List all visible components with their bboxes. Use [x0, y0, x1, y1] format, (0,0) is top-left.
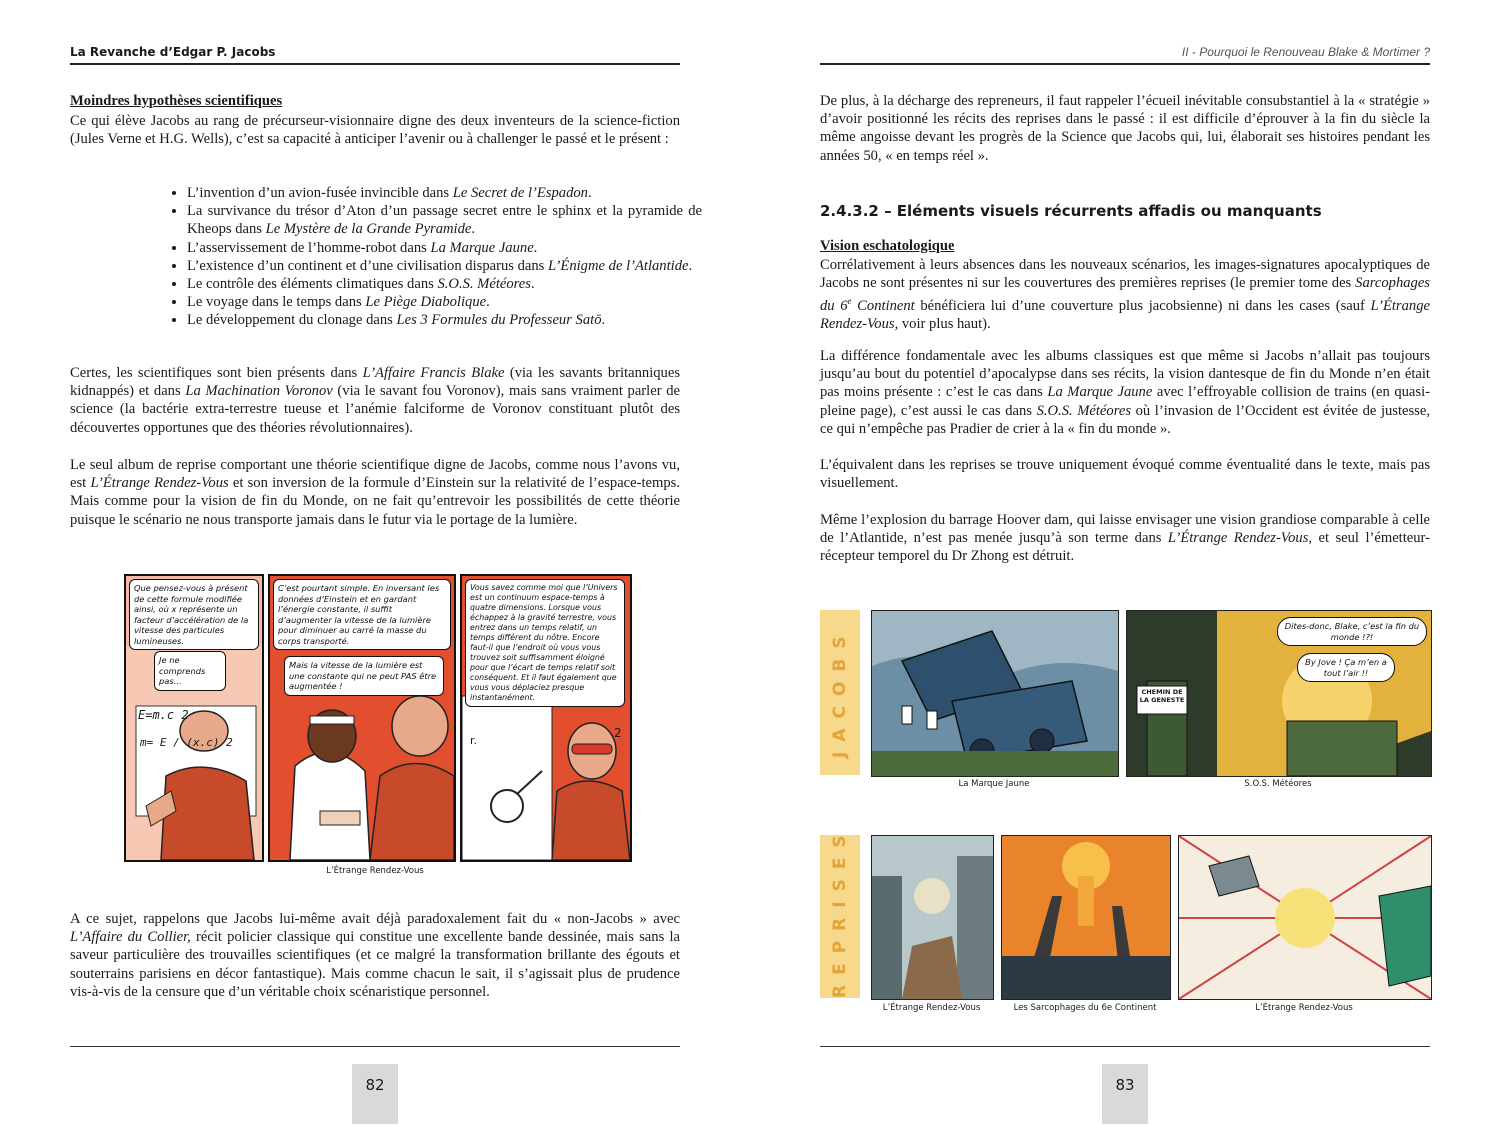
la-marque-jaune-image	[871, 610, 1119, 777]
road-sign-text: CHEMIN DE LA GENESTE	[1139, 688, 1185, 704]
section-heading-hypotheses: Moindres hypothèses scientifiques	[70, 93, 283, 109]
explosion-debris-drawing	[1179, 836, 1431, 999]
comic-panel-3	[460, 574, 632, 862]
speech-bubble: Vous savez comme moi que l’Univers est un continuum espace-temps à quatre dimensions. Lorsque vous échappez à la gravité terrestre, vous entrez dans un temps relatif, un temps différent du nôtre. Encore faut-il que l’endroit où vous vous trouvez soit suffisamment éloigné pour que l’écart de temps relatif soit conséquent. Et il faut également que vous vous déplaciez presque instantanément.	[465, 579, 625, 707]
bullet-list	[165, 184, 702, 330]
sarcophages-image	[1001, 835, 1171, 1000]
page-number: 83	[1102, 1064, 1148, 1124]
board-mark: r.	[470, 734, 478, 747]
board-number: 2	[614, 726, 622, 740]
speech-bubble: By Jove ! Ça m’en a tout l’air !!	[1297, 653, 1395, 682]
paragraph-equivalent: L’équivalent dans les reprises se trouve uniquement évoqué comme éventualité dans le texte, mais pas visuellement.	[820, 457, 1430, 492]
etrange-rendez-vous-image-1	[871, 835, 994, 1000]
nuclear-explosion-drawing	[1002, 836, 1170, 999]
left-page	[70, 0, 702, 1125]
reprises-label: REPRISES	[820, 835, 860, 998]
right-page	[820, 0, 1430, 1125]
footer-rule	[820, 1046, 1430, 1047]
ruined-city-drawing	[872, 836, 993, 999]
speech-bubble: C’est pourtant simple. En inversant les données d’Einstein et en gardant l’énergie constante, il suffit d’augmenter la vitesse de la lumière pour diminuer au carré la masse du corps transporté.	[273, 579, 451, 650]
paragraph-correlation: Corrélativement à leurs absences dans les nouveaux scénarios, les images-signatures apocalyptiques de Jacobs ne sont présentes ni sur les couvertures des premières reprises (le premier tome des Sarcophages du 6e Continent bénéficiera lui d’une couverture plus jacobsienne) ni dans les cases (sauf L’Étrange Rendez-Vous, voir plus haut).	[820, 257, 1430, 333]
jacobs-label: JACOBS	[820, 610, 860, 775]
caption-marque-jaune: La Marque Jaune	[958, 779, 1030, 789]
train-collision-drawing	[872, 611, 1118, 776]
paragraph-hoover: Même l’explosion du barrage Hoover dam, qui laisse envisager une vision grandiose comparable à celle de l’Atlantide, n’est pas menée jusqu’à son terme dans L’Étrange Rendez-Vous, et seul l’émetteur-récepteur temporel du Dr Zhong est détruit.	[820, 512, 1430, 565]
paragraph-theory: Le seul album de reprise comportant une théorie scientifique digne de Jacobs, comme nous l’avons vu, est L’Étrange Rendez-Vous et son inversion de la formule d’Einstein sur la relativité de l’espace-temps. Mais comme pour la vision de fin du Monde, on ne fait qu’entrevoir les possibilités de cette théorie puisque le scénario ne nous transporte jamais dans le futur via le portage de la lumière.	[70, 457, 680, 528]
subheading-vision: Vision eschatologique	[820, 238, 955, 254]
paragraph-repreneurs: De plus, à la décharge des repreneurs, il faut rappeler l’écueil inévitable consubstantiel à la « stratégie » d’avoir positionné les récits des reprises dans le passé : il est difficile d’éprouver à la fin du siècle la même angoisse devant les progrès de la Science que Jacobs qui, lui, élaborait ses histoires pendant les années 50, « en temps réel ».	[820, 93, 1430, 164]
comic-panel-2	[268, 574, 456, 862]
left-running-header	[70, 43, 680, 65]
left-header-title: La Revanche d’Edgar P. Jacobs	[70, 45, 276, 59]
speech-bubble: Que pensez-vous à présent de cette formule modifiée ainsi, où x représente un facteur d’accélération de la vitesse des particules lumineuses.	[129, 579, 259, 650]
list-item: • L’asservissement de l’homme-robot dans La Marque Jaune.	[187, 239, 702, 257]
caption-etrange-1: L’Étrange Rendez-Vous	[882, 1003, 981, 1013]
caption-etrange-2: L’Étrange Rendez-Vous	[1255, 1003, 1353, 1013]
blackboard-formula-1: E=m.c 2	[138, 708, 189, 722]
blackboard-formula-2: m= E / (x.c) 2	[140, 736, 233, 749]
list-item: • L’invention d’un avion-fusée invincible dans Le Secret de l’Espadon.	[187, 184, 702, 202]
page-number: 82	[352, 1064, 398, 1124]
list-item: • Le voyage dans le temps dans Le Piège Diabolique.	[187, 293, 702, 311]
list-item: • Le développement du clonage dans Les 3 Formules du Professeur Satō.	[187, 311, 702, 329]
comic-strip	[124, 574, 630, 862]
intro-paragraph: Ce qui élève Jacobs au rang de précurseur-visionnaire digne des deux inventeurs de la science-fiction (Jules Verne et H.G. Wells), c’est sa capacité à anticiper l’avenir ou à challenger le passé et le présent :	[70, 113, 680, 148]
caption-sos-meteores: S.O.S. Météores	[1244, 779, 1312, 789]
caption-sarcophages: Les Sarcophages du 6e Continent	[1013, 1003, 1157, 1013]
speech-bubble: Je ne comprends pas...	[154, 651, 226, 691]
right-running-header	[820, 43, 1430, 65]
section-heading-2432: 2.4.3.2 – Eléments visuels récurrents affadis ou manquants	[820, 202, 1322, 220]
comic-caption: L’Étrange Rendez-Vous	[326, 866, 424, 876]
list-item: • Le contrôle des éléments climatiques dans S.O.S. Météores.	[187, 275, 702, 293]
footer-rule	[70, 1046, 680, 1047]
comic-panel-1	[124, 574, 264, 862]
paragraph-collier: A ce sujet, rappelons que Jacobs lui-même avait déjà paradoxalement fait du « non-Jacobs » avec L’Affaire du Collier, récit policier classique qui constitue une excellente bande dessinée, mais sans la saveur particulière des trouvailles scientifiques (et ce malgré la transformation brillante des égouts et souterrains parisiens en décor fantastique). Mais comme chacun le sait, il s’agissait plus de prudence vis-à-vis de la censure que d’un véritable choix scénaristique personnel.	[70, 911, 680, 1000]
paragraph-scientists: Certes, les scientifiques sont bien présents dans L’Affaire Francis Blake (via les savants britanniques kidnappés) et dans La Machination Voronov (via le savant fou Voronov), mais sans vraiment parler de science (la bactérie extra-terrestre tueuse et l’anémie falciforme de Voronov constituant plutôt des découvertes opportunes que des théories révolutionnaires).	[70, 365, 681, 436]
list-item: • L’existence d’un continent et d’une civilisation disparus dans L’Énigme de l’Atlantide.	[187, 257, 702, 275]
speech-bubble: Dites-donc, Blake, c’est la fin du monde !?!	[1277, 617, 1427, 646]
list-item: • La survivance du trésor d’Aton d’un passage secret entre le sphinx et la pyramide de Kheops dans Le Mystère de la Grande Pyramide.	[187, 202, 702, 238]
right-header-title: II - Pourquoi le Renouveau Blake & Mortimer ?	[1181, 45, 1430, 59]
paragraph-difference: La différence fondamentale avec les albums classiques est que même si Jacobs n’allait pas toujours jusqu’au bout du potentiel d’apocalypse dans ses récits, la vision dantesque de fin du Monde n’en était pas moins présente : c’est le cas dans La Marque Jaune avec l’effroyable collision de trains (en quasi-pleine page), c’est aussi le cas dans S.O.S. Météores où l’invasion de l’Occident est évitée de justesse, ce qui n’empêche pas Pradier de crier à la « fin du monde ».	[820, 348, 1431, 437]
etrange-rendez-vous-image-2	[1178, 835, 1432, 1000]
speech-bubble: Mais la vitesse de la lumière est une constante qui ne peut PAS être augmentée !	[284, 656, 444, 696]
sos-meteores-image	[1126, 610, 1432, 777]
